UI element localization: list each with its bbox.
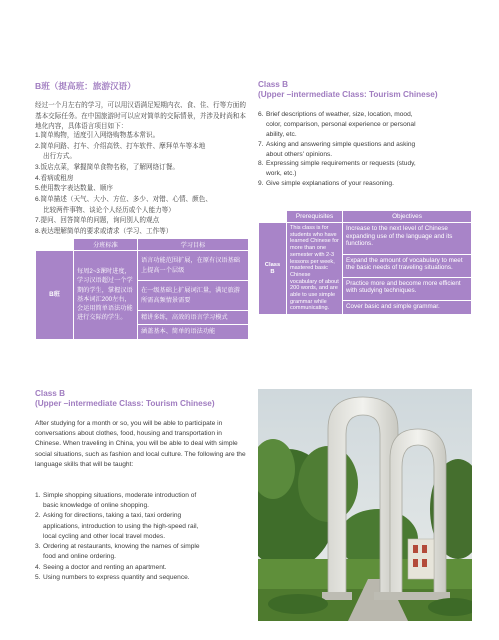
en-right-title-line2: (Upper –intermediate Class: Tourism Chinese) (258, 90, 438, 100)
campus-arch-photo (258, 389, 472, 621)
list-item: 4. Seeing a doctor and renting an apartment. (35, 563, 167, 571)
en-right-list (258, 110, 472, 189)
en-left-title-line2: (Upper –intermediate Class: Tourism Chinese) (35, 399, 215, 409)
table-cell-objective: 语言功能范围扩展，在原有汉语基础上提高一个层级 (138, 251, 249, 281)
list-item: 6. Brief descriptions of weather, size, location, mood, color, comparison, personal experience or personal ability, etc. (258, 111, 416, 138)
table-row-label: B班 (36, 251, 74, 340)
table-cell-objective: Practice more and become more efficient with studying techniques. (343, 277, 472, 300)
table-cell-criteria: 每周2~3课时进度，学习汉语超过一个学期的学生，掌握汉语基本词汇200左右，会运用简单语法功能进行交际的学生。 (74, 251, 138, 340)
table-corner (36, 239, 74, 251)
en-left-title-line1: Class B (35, 389, 66, 398)
table-header-objectives: Objectives (343, 211, 472, 223)
list-item: 7. Asking and answering simple questions and asking about others' opinions. (258, 140, 416, 158)
table-cell-objective: Increase to the next level of Chinese expanding use of the language and its functions. (343, 223, 472, 255)
list-item: 2. Asking for directions, taking a taxi, taxi ordering applications, introduction to using the high-speed rail, local cycling and other local travel modes. (35, 512, 199, 540)
table-header-objectives: 学习目标 (138, 239, 249, 251)
en-left-list (35, 491, 249, 583)
en-class-table (258, 210, 472, 315)
en-right-title (258, 80, 438, 101)
table-corner (259, 211, 287, 223)
table-cell-objective: Cover basic and simple grammar. (343, 300, 472, 314)
en-right-title-line1: Class B (258, 80, 289, 89)
list-item: 6.简单描述（天气、大小、方位、多少、对错、心情、颜色、 比较两件事物、谈论个人经历或个人能力等） (35, 196, 212, 214)
list-item: 5.使用数字表达数量、顺序 (35, 185, 114, 193)
cn-intro: 经过一个月左右的学习，可以用汉语满足短期内衣、食、住、行等方面的基本交际任务。在中国旅游时可以应对简单的交际情景，并涉及时尚和本地化内容，具体语言项目如下： (35, 102, 246, 131)
table-cell-objective: 涵盖基本、简单的语法功能 (138, 325, 249, 339)
en-left-title (35, 389, 215, 410)
table-cell-objective: 在一级基础上扩展词汇量，满足旅游所需高频情景需要 (138, 281, 249, 311)
list-item: 5. Using numbers to express quantity and sequence. (35, 573, 190, 581)
list-item: 7.提问、回答简单的问题，询问别人的观点 (35, 217, 160, 225)
en-intro: After studying for a month or so, you will be able to participate in conversations about clothes, food, housing and transportation in Chinese. When traveling in China, you will be able to deal with simple social situations, such as fashion and local culture. The following are the language skills that will be taught: (35, 420, 246, 468)
table-cell-objective: 精讲多练，高效的语言学习模式 (138, 311, 249, 325)
list-item: 8.表达理解简单的要求或请求（学习、工作等） (35, 228, 173, 236)
list-item: 3. Ordering at restaurants, knowing the names of simple food and online ordering. (35, 543, 200, 561)
table-header-prerequisites: Prerequisites (287, 211, 343, 223)
list-item: 4.看病或租房 (35, 174, 74, 182)
list-item: 1.简单购物，适度引入网络购物基本常识。 (35, 132, 160, 139)
cn-class-table (35, 238, 249, 340)
list-item: 8. Expressing simple requirements or requests (study, work, etc.) (258, 160, 416, 178)
list-item: 3.饭店点菜，掌握简单食物名称，了解网络订餐。 (35, 164, 179, 172)
list-item: 9. Give simple explanations of your reasoning. (258, 180, 394, 188)
table-cell-prerequisites: This class is for students who have learned Chinese for more than one semester with 2-3 lessons per week, mastered basic Chinese vocabulary of about 200 words, and are able to use simple grammar while communicating. (287, 223, 343, 315)
list-item: 2.简单问路、打车、介绍高铁、打车软件、摩拜单车等本地 出行方式。 (35, 142, 206, 161)
table-cell-objective: Expand the amount of vocabulary to meet the basic needs of traveling situations. (343, 254, 472, 277)
cn-list (35, 131, 249, 248)
list-item: 1. Simple shopping situations, moderate introduction of basic knowledge of online shopping. (35, 492, 197, 510)
table-row-label: Class B (259, 223, 287, 315)
cn-section-title: B班（提高班：旅游汉语） (35, 81, 136, 91)
table-header-criteria: 分班标准 (74, 239, 138, 251)
